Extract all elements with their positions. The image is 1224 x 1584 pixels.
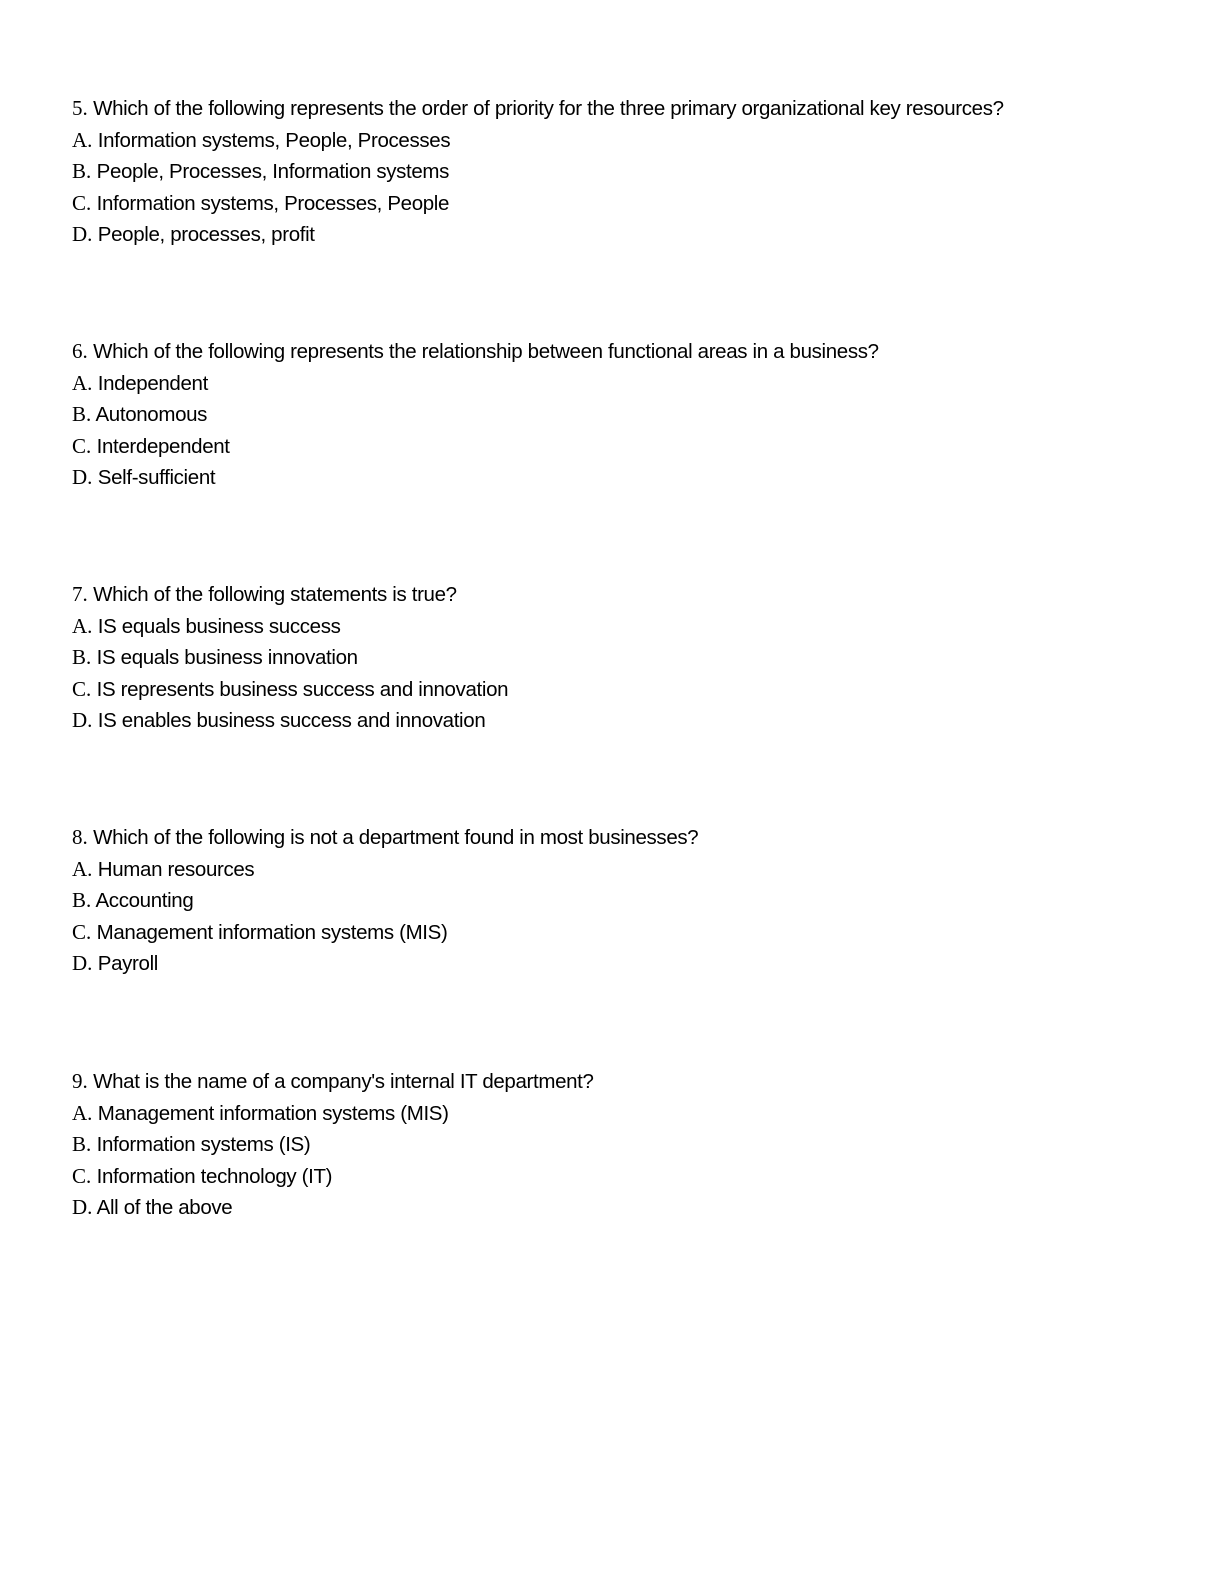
- question-6: [72, 336, 1172, 494]
- question-stem: [72, 1066, 1172, 1098]
- option-text: People, processes, profit: [97, 223, 315, 246]
- question-9: [72, 1066, 1172, 1224]
- option-c: [72, 188, 1172, 220]
- option-text: Independent: [97, 371, 208, 395]
- option-letter: A.: [72, 856, 93, 881]
- option-c: [72, 1161, 1172, 1193]
- option-letter: A.: [72, 127, 93, 152]
- option-letter: C.: [72, 919, 92, 944]
- option-text: Information systems, Processes, People: [96, 191, 450, 215]
- option-text: IS equals business success: [97, 614, 341, 638]
- option-text: Interdependent: [96, 434, 230, 458]
- option-text: Information systems, People, Processes: [97, 128, 451, 152]
- question-5: [72, 93, 1172, 251]
- option-text: Management information systems (MIS): [97, 1101, 449, 1125]
- option-letter: C.: [72, 1163, 92, 1188]
- question-number: 9.: [72, 1069, 88, 1093]
- option-letter: D.: [72, 1195, 93, 1219]
- question-number: 6.: [72, 339, 88, 363]
- option-letter: D.: [72, 951, 93, 975]
- question-text: What is the name of a company's internal IT department?: [93, 1070, 594, 1093]
- option-c: [72, 917, 1172, 949]
- option-a: [72, 125, 1172, 157]
- option-a: [72, 368, 1172, 400]
- option-text: Self-sufficient: [97, 466, 216, 489]
- option-b: [72, 399, 1172, 431]
- option-a: [72, 611, 1172, 643]
- option-text: IS enables business success and innovation: [97, 709, 486, 732]
- option-d: [72, 1192, 1172, 1224]
- question-stem: [72, 93, 1172, 125]
- option-letter: B.: [72, 888, 92, 912]
- option-text: Information technology (IT): [96, 1164, 333, 1188]
- question-number: 8.: [72, 825, 88, 849]
- option-a: [72, 854, 1172, 886]
- option-letter: D.: [72, 222, 93, 246]
- option-text: Information systems (IS): [96, 1133, 311, 1156]
- option-text: Management information systems (MIS): [96, 920, 448, 944]
- option-d: [72, 705, 1172, 737]
- option-text: Autonomous: [95, 403, 208, 426]
- question-stem: [72, 822, 1172, 854]
- question-text: Which of the following statements is true?: [93, 583, 457, 606]
- option-letter: B.: [72, 402, 92, 426]
- option-b: [72, 1129, 1172, 1161]
- option-c: [72, 674, 1172, 706]
- option-letter: A.: [72, 613, 93, 638]
- option-letter: A.: [72, 1100, 93, 1125]
- question-text: Which of the following is not a department found in most businesses?: [93, 826, 699, 849]
- option-letter: D.: [72, 465, 93, 489]
- option-text: People, Processes, Information systems: [96, 160, 450, 183]
- option-text: Payroll: [97, 952, 158, 975]
- question-text: Which of the following represents the order of priority for the three primary organizational key resources?: [93, 97, 1004, 120]
- option-letter: C.: [72, 433, 92, 458]
- option-letter: B.: [72, 159, 92, 183]
- option-d: [72, 948, 1172, 980]
- question-stem: [72, 336, 1172, 368]
- question-8: [72, 822, 1172, 980]
- option-text: Human resources: [97, 857, 255, 881]
- question-number: 7.: [72, 582, 88, 606]
- option-b: [72, 885, 1172, 917]
- option-letter: A.: [72, 370, 93, 395]
- option-letter: D.: [72, 708, 93, 732]
- option-text: Accounting: [95, 889, 194, 912]
- question-text: Which of the following represents the relationship between functional areas in a business?: [93, 340, 879, 363]
- option-a: [72, 1098, 1172, 1130]
- option-text: All of the above: [96, 1196, 233, 1219]
- option-b: [72, 156, 1172, 188]
- question-7: [72, 579, 1172, 737]
- option-letter: B.: [72, 645, 92, 669]
- option-letter: B.: [72, 1132, 92, 1156]
- option-d: [72, 462, 1172, 494]
- option-c: [72, 431, 1172, 463]
- option-d: [72, 219, 1172, 251]
- option-b: [72, 642, 1172, 674]
- option-letter: C.: [72, 190, 92, 215]
- question-number: 5.: [72, 96, 88, 120]
- option-letter: C.: [72, 676, 92, 701]
- option-text: IS equals business innovation: [96, 646, 358, 669]
- question-stem: [72, 579, 1172, 611]
- option-text: IS represents business success and innovation: [96, 677, 509, 701]
